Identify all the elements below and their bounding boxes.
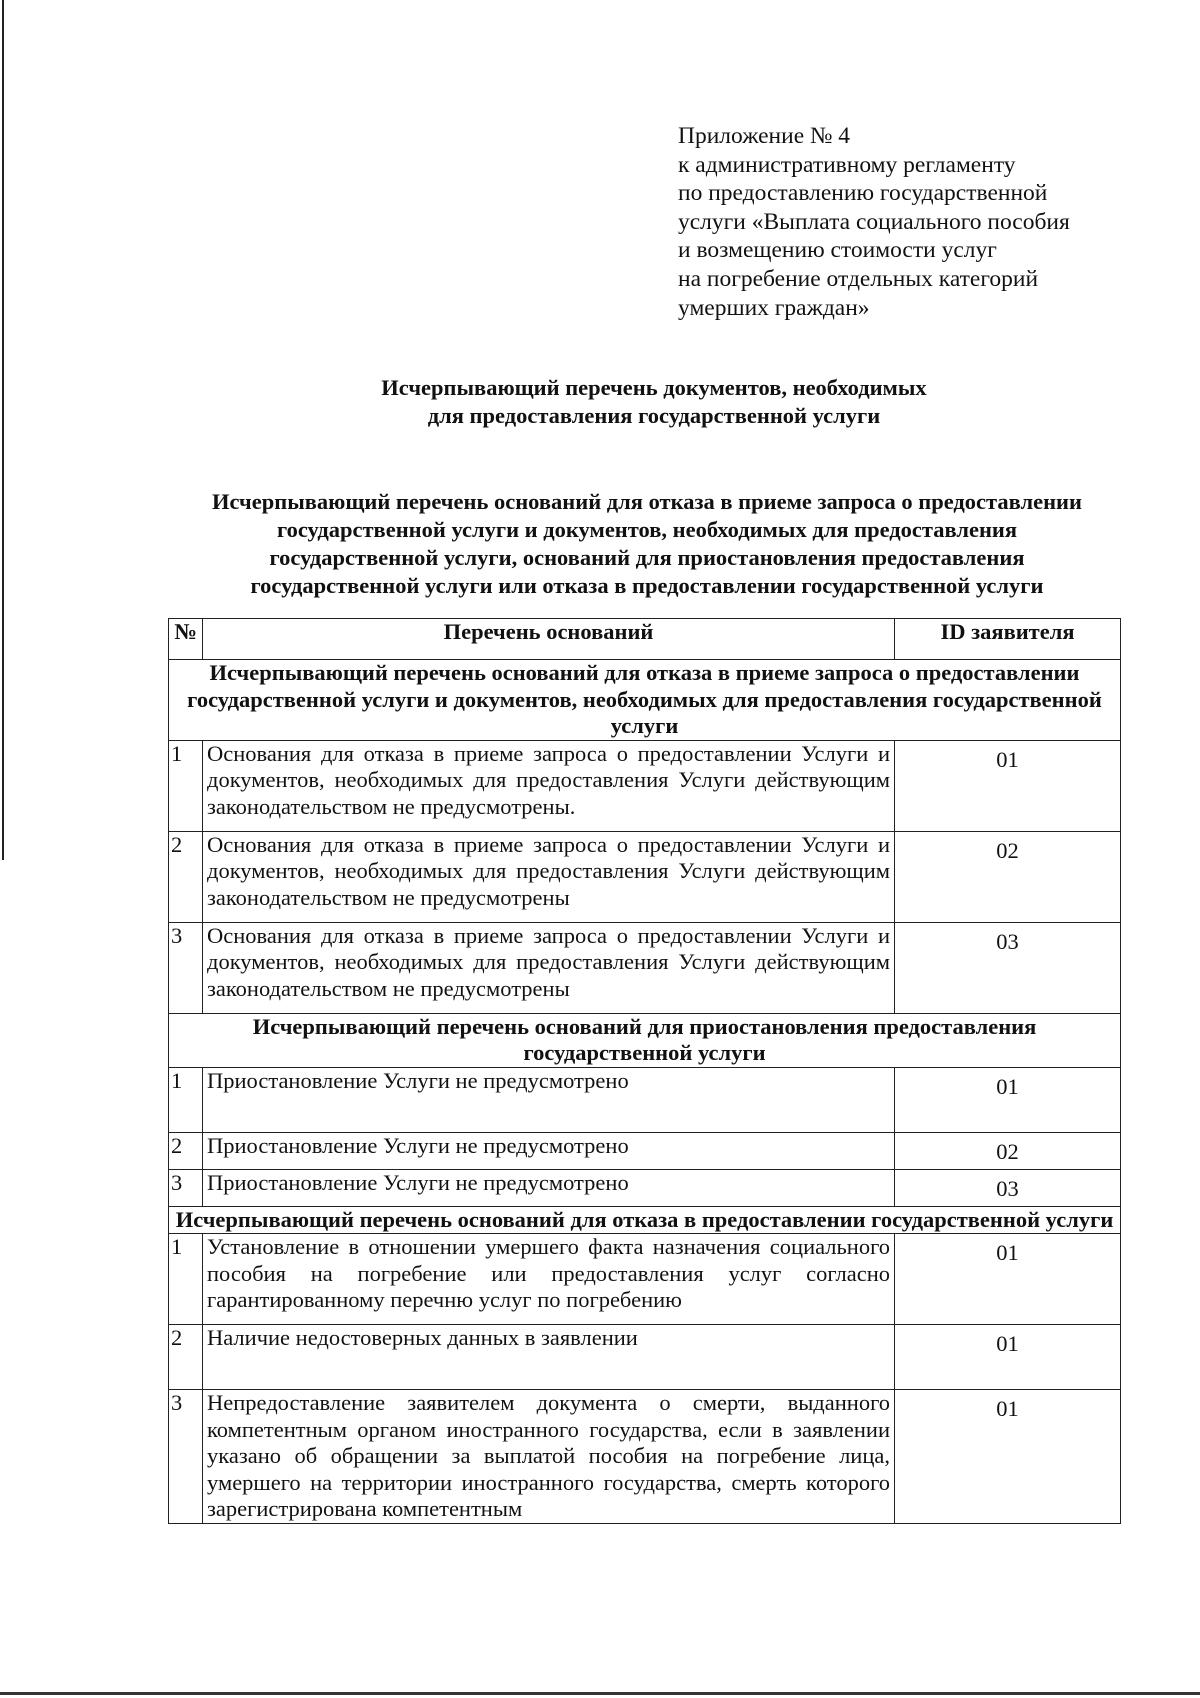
- appendix-block: [678, 122, 1148, 322]
- row-id: 01: [895, 1325, 1121, 1390]
- appendix-line: Приложение № 4: [678, 123, 851, 149]
- row-num: 1: [169, 1067, 203, 1132]
- row-id: 01: [895, 1390, 1121, 1524]
- appendix-line: умерших граждан»: [678, 294, 870, 321]
- table-header-row: [169, 619, 1121, 660]
- row-text: Установление в отношении умершего факта назначения социального пособия на погребение или предоставления услуг согласно гарантированному перечню услуг по погребению: [203, 1234, 895, 1325]
- row-text: Основания для отказа в приеме запроса о предоставлении Услуги и документов, необходимых для предоставления Услуги действующим законодательством не предусмотрены.: [203, 740, 895, 831]
- grounds-title-line: государственной услуги и документов, необходимых для предоставления: [276, 517, 1018, 542]
- row-text: Непредоставление заявителем документа о смерти, выданного компетентным органом иностранного государства, если в заявлении указано об обращении за выплатой пособия на погребение лица, умершего на территории иностранного государства, смерть которого зарегистрирована компетентным: [203, 1390, 895, 1524]
- row-num: 1: [169, 1234, 203, 1325]
- row-text: Основания для отказа в приеме запроса о предоставлении Услуги и документов, необходимых для предоставления Услуги действующим законодательством не предусмотрены: [203, 922, 895, 1013]
- table-row: [169, 740, 1121, 831]
- row-id: 03: [895, 922, 1121, 1013]
- row-id: 01: [895, 1067, 1121, 1132]
- section-title: Исчерпывающий перечень оснований для отказа в приеме запроса о предоставлении государственной услуги и документов, необходимых для предоставления государственной услуги: [169, 660, 1121, 741]
- appendix-line: услуги «Выплата социального пособия: [678, 208, 1070, 235]
- table-row: [169, 1234, 1121, 1325]
- documents-title: [160, 374, 1148, 430]
- grounds-title-line: государственной услуги, оснований для приостановления предоставления: [269, 545, 1025, 570]
- row-num: 2: [169, 1325, 203, 1390]
- table-row: [169, 922, 1121, 1013]
- grounds-table: [168, 618, 1121, 1524]
- appendix-line: к административному регламенту: [678, 151, 1016, 178]
- appendix-line: по предоставлению государственной: [678, 180, 1048, 207]
- table-row: [169, 1325, 1121, 1390]
- table-row: [169, 1390, 1121, 1524]
- table-row: [169, 831, 1121, 922]
- appendix-line: и возмещению стоимости услуг: [678, 237, 997, 264]
- row-id: 01: [895, 740, 1121, 831]
- grounds-title-line: Исчерпывающий перечень оснований для отказа в приеме запроса о предоставлении: [212, 489, 1082, 514]
- table-row: [169, 1067, 1121, 1132]
- section-title-row: [169, 660, 1121, 741]
- header-grounds: Перечень оснований: [203, 619, 895, 660]
- row-num: 2: [169, 1132, 203, 1169]
- scan-edge-bottom: [0, 1692, 1200, 1695]
- row-id: 02: [895, 1132, 1121, 1169]
- row-text: Основания для отказа в приеме запроса о предоставлении Услуги и документов, необходимых для предоставления Услуги действующим законодательством не предусмотрены: [203, 831, 895, 922]
- row-id: 02: [895, 831, 1121, 922]
- row-id: 03: [895, 1169, 1121, 1206]
- row-text: Приостановление Услуги не предусмотрено: [203, 1067, 895, 1132]
- appendix-line: на погребение отдельных категорий: [678, 265, 1039, 292]
- table-row: [169, 1169, 1121, 1206]
- row-num: 3: [169, 922, 203, 1013]
- table-row: [169, 1132, 1121, 1169]
- row-num: 3: [169, 1169, 203, 1206]
- row-num: 1: [169, 740, 203, 831]
- row-id: 01: [895, 1234, 1121, 1325]
- grounds-title-line: государственной услуги или отказа в предоставлении государственной услуги: [250, 573, 1044, 598]
- section-title-row: [169, 1013, 1121, 1067]
- documents-title-line: для предоставления государственной услуги: [427, 403, 881, 428]
- documents-title-line: Исчерпывающий перечень документов, необходимых: [381, 375, 927, 400]
- header-id: ID заявителя: [895, 619, 1121, 660]
- row-num: 3: [169, 1390, 203, 1524]
- grounds-title: [172, 488, 1122, 600]
- row-text: Приостановление Услуги не предусмотрено: [203, 1169, 895, 1206]
- section-title: Исчерпывающий перечень оснований для приостановления предоставления государственной услуги: [169, 1013, 1121, 1067]
- section-title-row: [169, 1206, 1121, 1234]
- header-num: №: [169, 619, 203, 660]
- row-num: 2: [169, 831, 203, 922]
- section-title: Исчерпывающий перечень оснований для отказа в предоставлении государственной услуги: [169, 1206, 1121, 1234]
- row-text: Наличие недостоверных данных в заявлении: [203, 1325, 895, 1390]
- row-text: Приостановление Услуги не предусмотрено: [203, 1132, 895, 1169]
- scan-edge-left: [2, 0, 4, 860]
